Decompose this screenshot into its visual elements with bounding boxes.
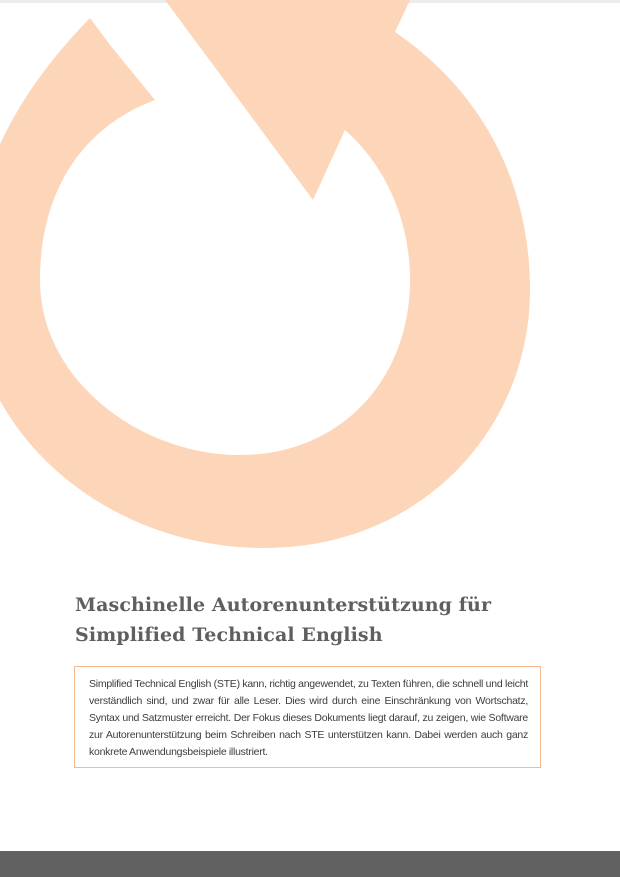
title-block (75, 590, 555, 650)
footer-bar (0, 851, 620, 877)
document-title (75, 590, 555, 650)
abstract-box (74, 666, 541, 768)
abstract-text: Simplified Technical English (STE) kann, richtig angewendet, zu Texten führen, die schnell und leicht verständlich sind, und zwar für alle Leser. Dies wird durch eine Einschränkung von Wortschatz, Syntax und Satzmuster erreicht. Der Fokus dieses Dokuments liegt darauf, zu zeigen, wie Software zur Autorenunterstützung beim Schreiben nach STE unterstützen kann. Dabei werden auch ganz konkrete Anwendungsbeispiele illustriert. (89, 678, 528, 758)
document-title-line-1: Maschinelle Autorenunterstützung für (75, 594, 492, 616)
document-title-line-2: Simplified Technical English (75, 624, 383, 646)
